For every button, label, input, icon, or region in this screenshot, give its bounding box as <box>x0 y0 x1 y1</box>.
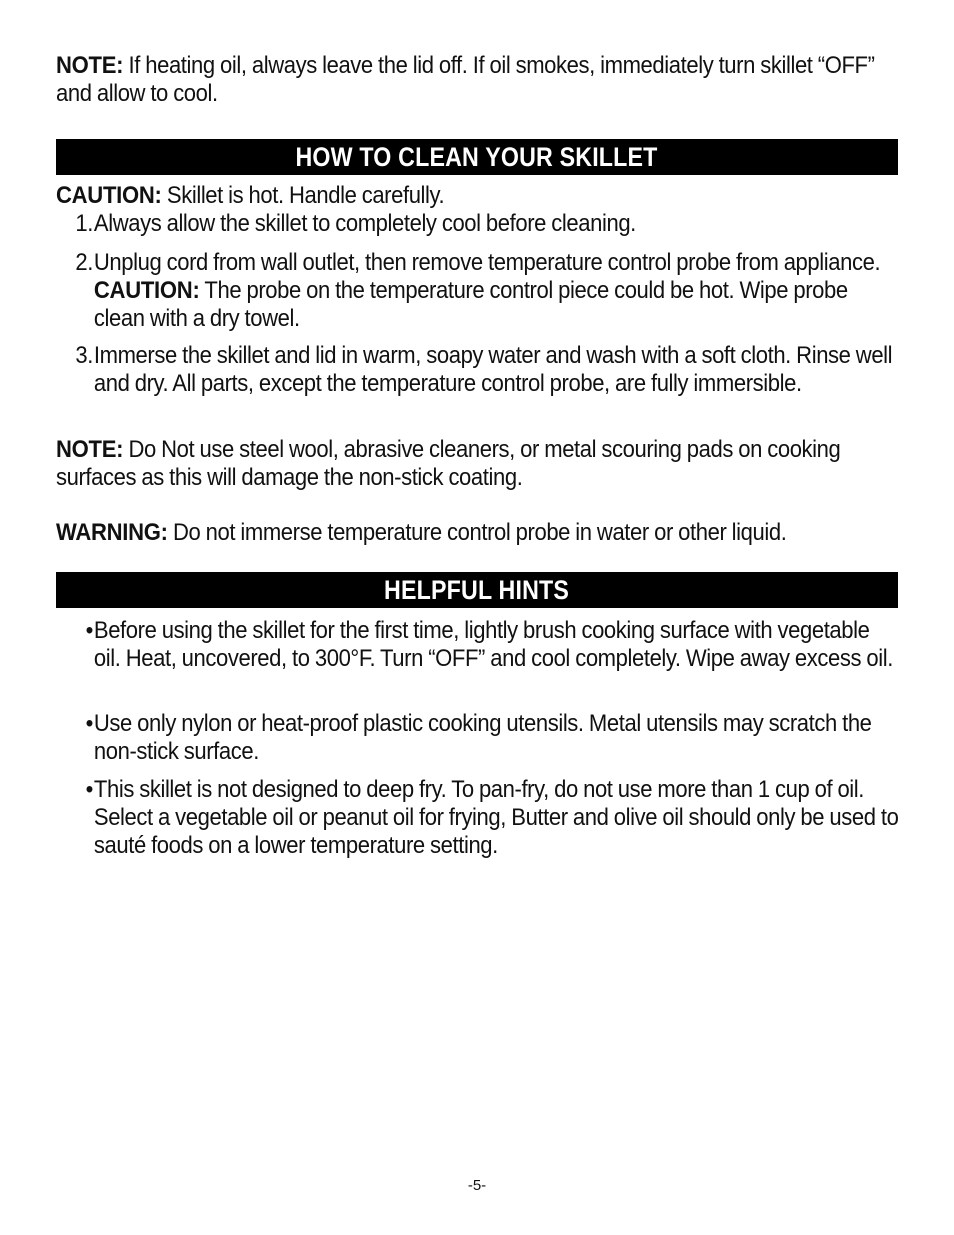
hint-item <box>66 710 899 766</box>
step-number: 1. <box>75 210 93 237</box>
note-text: If heating oil, always leave the lid off. If oil smokes, immediately turn skillet “OFF” and allow to cool. <box>56 52 875 107</box>
hint-item <box>66 617 899 673</box>
hint-text: This skillet is not designed to deep fry. To pan-fry, do not use more than 1 cup of oil. Select a vegetable oil or peanut oil for frying, Butter and olive oil should only be used to sauté foods on a lower temperature setting. <box>93 776 899 859</box>
step-number: 2. <box>75 249 93 276</box>
clean-step-3 <box>66 342 899 398</box>
step-number: 3. <box>75 342 93 369</box>
caution-text: Skillet is hot. Handle carefully. <box>161 182 445 209</box>
clean-step-2 <box>66 249 899 333</box>
page-number: -5- <box>467 1177 487 1194</box>
hint-item <box>66 776 899 860</box>
warning-label: WARNING: <box>56 519 168 546</box>
caution-label: CAUTION: <box>56 182 162 209</box>
hints-section-title: HELPFUL HINTS <box>384 575 570 605</box>
step-text: Always allow the skillet to completely cool before cleaning. <box>93 210 636 237</box>
bullet-marker: • <box>85 617 93 644</box>
step-text-after: The probe on the temperature control piece could be hot. Wipe probe clean with a dry towel. <box>93 277 848 332</box>
note-label: NOTE: <box>56 436 124 463</box>
step-text-before: Unplug cord from wall outlet, then remove temperature control probe from appliance. <box>93 249 881 276</box>
heating-oil-note <box>56 52 898 108</box>
note-label: NOTE: <box>56 52 124 79</box>
step-caution-label: CAUTION: <box>93 277 200 304</box>
hints-section-heading <box>56 572 898 608</box>
note-text: Do Not use steel wool, abrasive cleaners, or metal scouring pads on cooking surfaces as this will damage the non-stick coating. <box>56 436 841 491</box>
hint-text: Before using the skillet for the first time, lightly brush cooking surface with vegetable oil. Heat, uncovered, to 300°F. Turn “OFF” and cool completely. Wipe away excess oil. <box>93 617 893 672</box>
clean-section-title: HOW TO CLEAN YOUR SKILLET <box>295 142 659 172</box>
bullet-marker: • <box>85 710 93 737</box>
cleaning-note <box>56 436 898 492</box>
clean-section-heading <box>56 139 898 175</box>
warning-text: Do not immerse temperature control probe in water or other liquid. <box>167 519 787 546</box>
hint-text: Use only nylon or heat-proof plastic cooking utensils. Metal utensils may scratch the non-stick surface. <box>93 710 872 765</box>
clean-step-1 <box>66 210 899 238</box>
step-text: Immerse the skillet and lid in warm, soapy water and wash with a soft cloth. Rinse well and dry. All parts, except the temperature control probe, are fully immersible. <box>93 342 893 397</box>
immersion-warning <box>56 519 898 547</box>
step-text <box>94 249 899 333</box>
bullet-marker: • <box>85 776 93 803</box>
clean-caution <box>56 182 898 210</box>
